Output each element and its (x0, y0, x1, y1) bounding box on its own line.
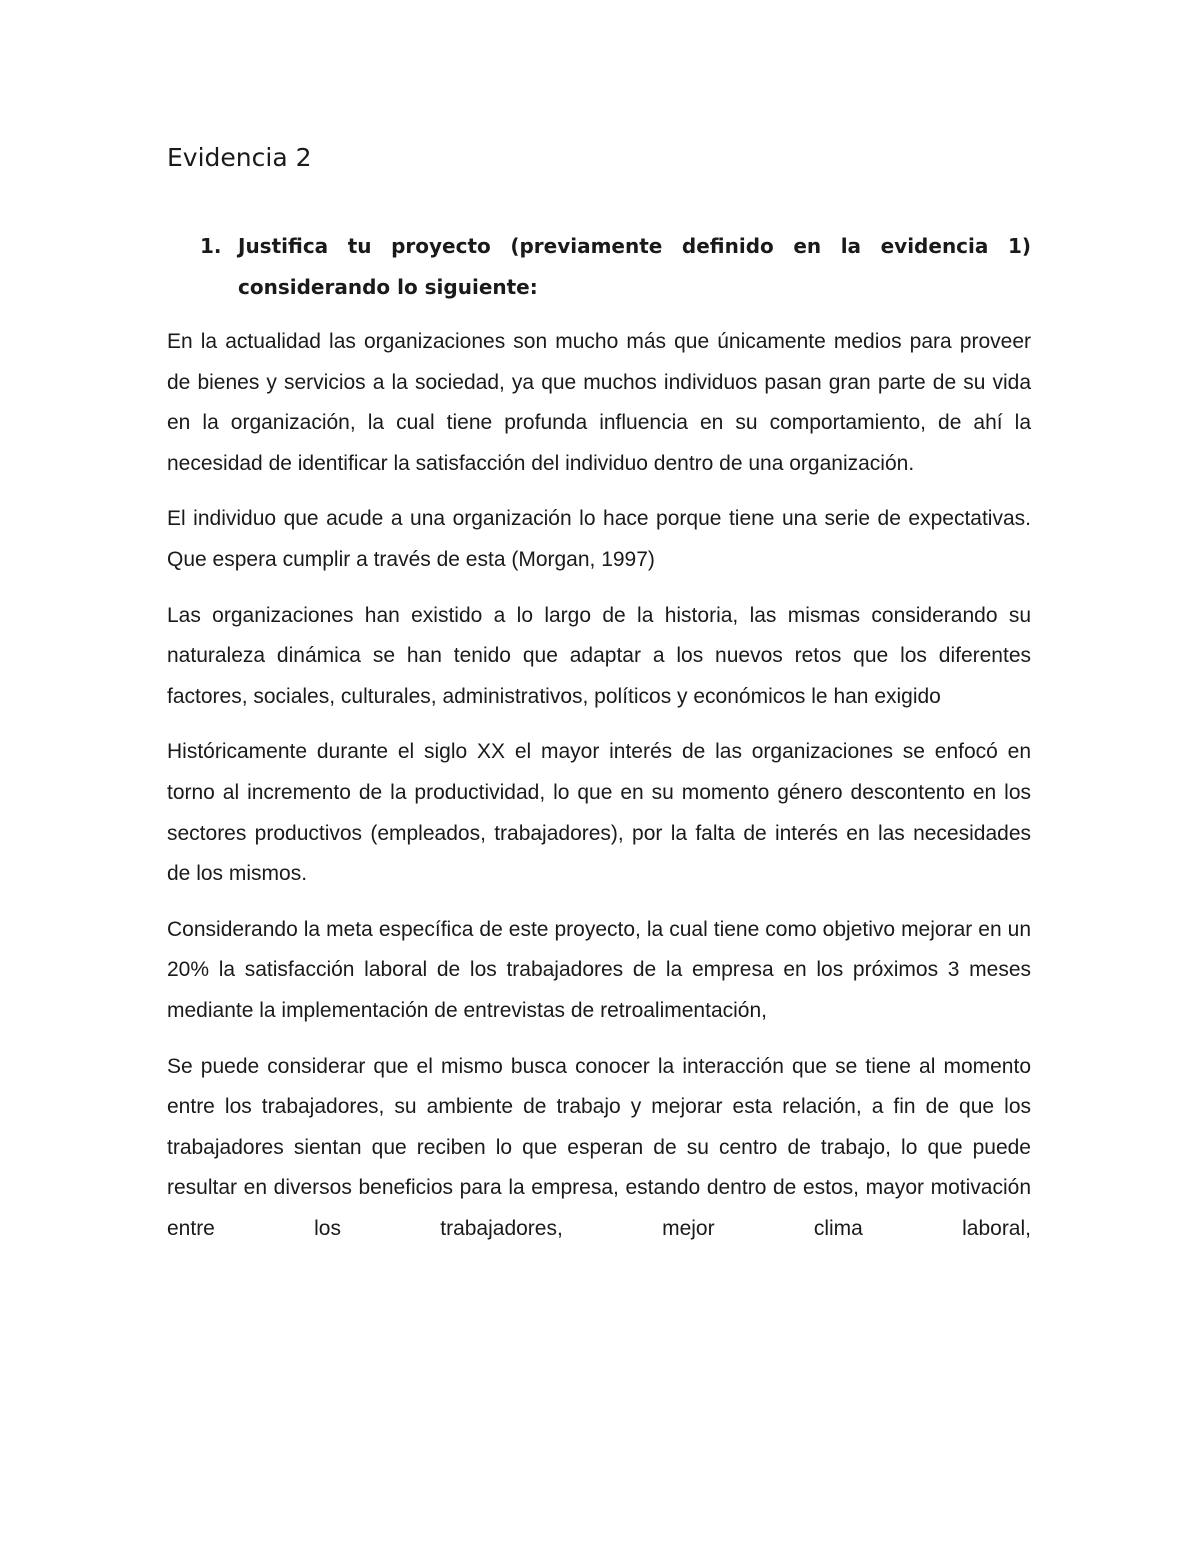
paragraph-3: Las organizaciones han existido a lo largo de la historia, las mismas considerando su naturaleza dinámica se han tenido que adaptar a los nuevos retos que los diferentes factores, sociales, culturales, administrativos, políticos y económicos le han exigido (167, 603, 1031, 708)
paragraph-5: Considerando la meta específica de este proyecto, la cual tiene como objetivo mejorar en un 20% la satisfacción laboral de los trabajadores de la empresa en los próximos 3 meses mediante la implementación de entrevistas de retroalimentación, (167, 917, 1031, 1022)
paragraph-6: Se puede considerar que el mismo busca conocer la interacción que se tiene al momento entre los trabajadores, su ambiente de trabajo y mejorar esta relación, a fin de que los trabajadores sientan que reciben lo que esperan de su centro de trabajo, lo que puede resultar en diversos beneficios para la empresa, estando dentro de estos, mayor motivación entre los trabajadores, mejor clima laboral, (167, 1054, 1031, 1240)
paragraph-2: El individuo que acude a una organización lo hace porque tiene una serie de expectativas. Que espera cumplir a través de esta (Morgan, 1997) (167, 507, 1031, 571)
paragraph-4: Históricamente durante el siglo XX el mayor interés de las organizaciones se enfocó en torno al incremento de la productividad, lo que en su momento género descontento en los sectores productivos (empleados, trabajadores), por la falta de interés en las necesidades de los mismos. (167, 740, 1031, 886)
paragraph-1: En la actualidad las organizaciones son mucho más que únicamente medios para proveer de bienes y servicios a la sociedad, ya que muchos individuos pasan gran parte de su vida en la organización, la cual tiene profunda influencia en su comportamiento, de ahí la necesidad de identificar la satisfacción del individuo dentro de una organización. (167, 330, 1031, 475)
question-text: Justifica tu proyecto (previamente definido en la evidencia 1) considerando lo siguiente: (238, 234, 1031, 299)
document-body (167, 322, 1031, 1249)
question-item (167, 226, 1031, 307)
document-title: Evidencia 2 (167, 143, 312, 172)
question-number: 1. (200, 234, 222, 258)
